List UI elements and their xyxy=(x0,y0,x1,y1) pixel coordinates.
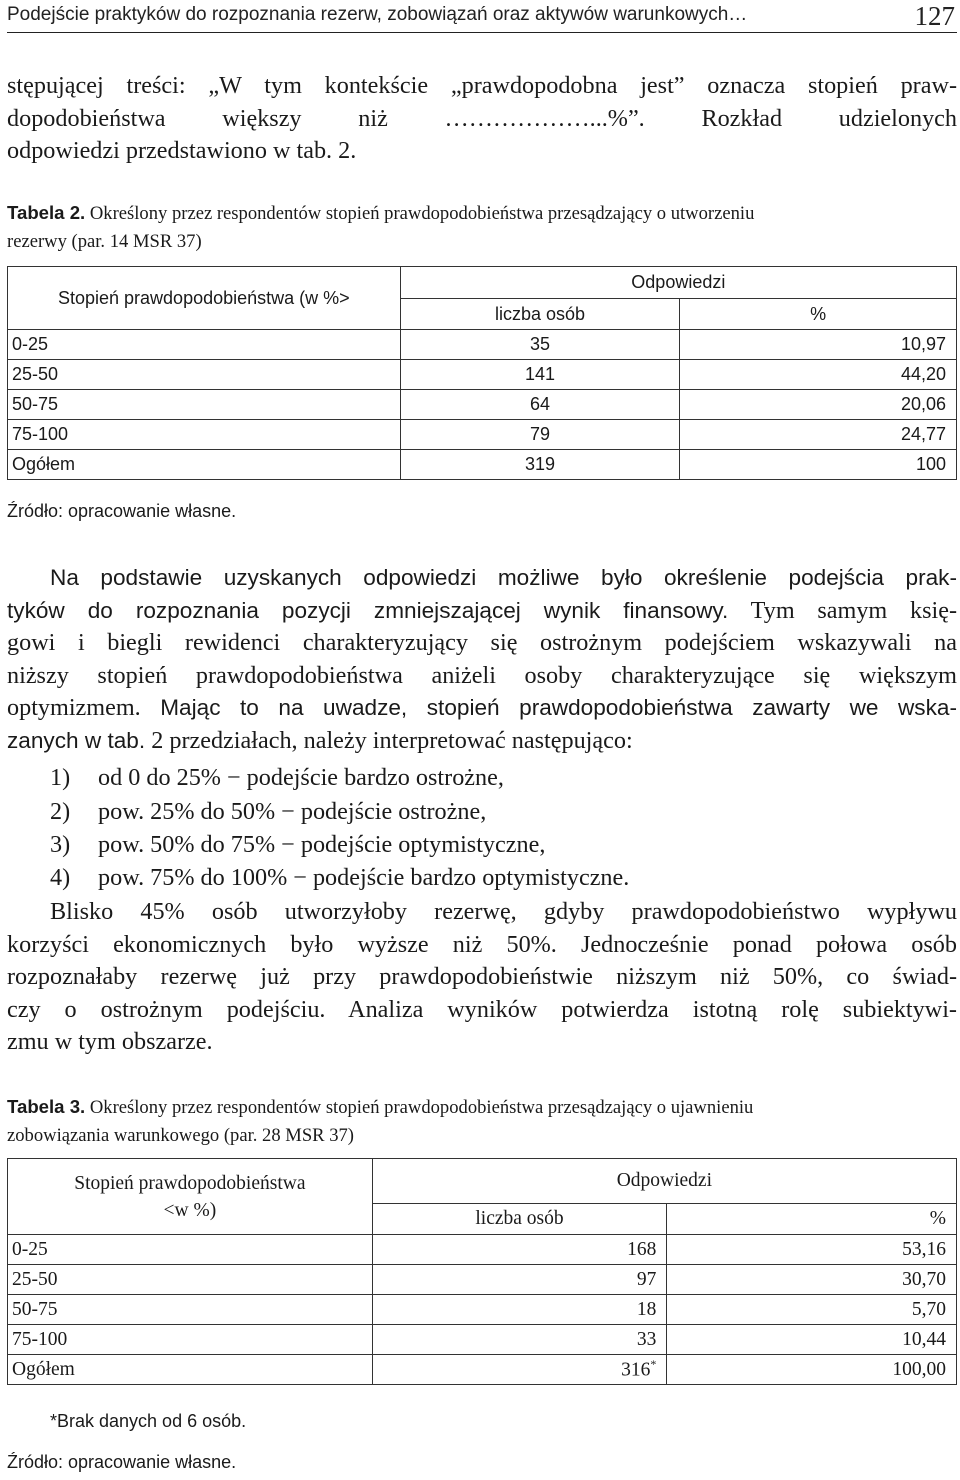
table2-cell-range: 75-100 xyxy=(8,420,401,450)
table2-cell-range: 25-50 xyxy=(8,360,401,390)
table3-cell-pct: 30,70 xyxy=(667,1265,957,1295)
table2-group-header: Odpowiedzi xyxy=(400,267,956,299)
table-row xyxy=(8,330,957,360)
table3-col2-header: liczba osób xyxy=(372,1204,667,1235)
text-line: 2 przedziałach, należy interpretować następująco: xyxy=(145,726,633,754)
table2-caption-text: Określony przez respondentów stopień prawdopodobieństwa przesądzający o utworzeniu xyxy=(85,203,755,224)
conclusion-paragraph xyxy=(7,896,957,1059)
table3-cell-count: 97 xyxy=(372,1265,667,1295)
list-number: 1) xyxy=(50,764,71,791)
list-item xyxy=(50,829,545,862)
table3-cell-count: 168 xyxy=(372,1235,667,1265)
text-line: odpowiedzi przedstawiono w tab. 2. xyxy=(7,137,357,165)
table2-cell-pct: 24,77 xyxy=(680,420,957,450)
list-number: 4) xyxy=(50,864,71,891)
table-row xyxy=(8,360,957,390)
text-line: stępującej treści: „W tym kontekście „prawdopodobna jest” oznacza stopień praw- xyxy=(7,72,957,99)
running-header-title: Podejście praktyków do rozpoznania rezerw, zobowiązań oraz aktywów warunkowych… xyxy=(7,4,748,25)
table3-cell-range: 25-50 xyxy=(8,1265,373,1295)
table-row xyxy=(8,1235,957,1265)
table3-cell-range: 0-25 xyxy=(8,1235,373,1265)
table3-cell-count: 33 xyxy=(372,1325,667,1355)
table3-caption-label: Tabela 3. xyxy=(7,1096,86,1117)
table2-cell-pct: 10,97 xyxy=(680,330,957,360)
table3-cell-range: 75-100 xyxy=(8,1325,373,1355)
table2 xyxy=(7,266,957,480)
table2-col3-header: % xyxy=(680,299,957,330)
table-row xyxy=(8,390,957,420)
table-row xyxy=(8,1325,957,1355)
text-line: korzyści ekonomicznych było wyższe niż 50%. Jednocześnie ponad połowa osób xyxy=(7,930,957,958)
text-line: niższy stopień prawdopodobieństwa aniżeli osoby charakteryzujące się większym xyxy=(7,661,957,689)
table2-cell-pct: 44,20 xyxy=(680,360,957,390)
table3 xyxy=(7,1158,957,1385)
table3-footnote: *Brak danych od 6 osób. xyxy=(50,1411,247,1431)
text-line: Na podstawie uzyskanych odpowiedzi możliwe było określenie podejścia prak- xyxy=(50,565,957,590)
table3-cell-count xyxy=(372,1355,667,1385)
text-line: Tym samym księ- xyxy=(728,596,957,624)
intro-paragraph xyxy=(7,70,957,168)
table3-col1-header-line2: <w %) xyxy=(163,1199,217,1221)
list-number: 3) xyxy=(50,831,71,858)
table3-col1-header-line1: Stopień prawdopodobieństwa xyxy=(74,1172,306,1194)
table3-cell-pct: 100,00 xyxy=(667,1355,957,1385)
table-row xyxy=(8,420,957,450)
table-row xyxy=(8,450,957,480)
table2-cell-count: 79 xyxy=(400,420,680,450)
table-row xyxy=(8,1265,957,1295)
running-header xyxy=(7,2,957,33)
text-line: Blisko 45% osób utworzyłoby rezerwę, gdyby prawdopodobieństwo wypływu xyxy=(50,898,957,925)
table3-caption-text-2: zobowiązania warunkowego (par. 28 MSR 37) xyxy=(7,1125,354,1146)
text-line: zanych w tab. xyxy=(7,727,146,753)
text-line: czy o ostrożnym podejściu. Analiza wyników potwierdza istotną rolę subiektywi- xyxy=(7,995,957,1023)
table2-cell-range: 50-75 xyxy=(8,390,401,420)
list-item xyxy=(50,796,486,829)
table3-cell-pct: 5,70 xyxy=(667,1295,957,1325)
table3-cell-range: 50-75 xyxy=(8,1295,373,1325)
table3-total-count: 316 xyxy=(621,1359,651,1381)
table-row xyxy=(8,1355,957,1385)
list-text: pow. 50% do 75% − podejście optymistyczne, xyxy=(98,831,546,858)
text-line: dopodobieństwa większy niż ………………...%”. Rozkład udzielonych xyxy=(7,104,957,132)
table2-col1-header: Stopień prawdopodobieństwa (w %> xyxy=(8,267,401,330)
page-number: 127 xyxy=(914,1,955,31)
table2-source: Źródło: opracowanie własne. xyxy=(7,501,237,521)
table2-cell-count: 319 xyxy=(400,450,680,480)
table2-cell-range: 0-25 xyxy=(8,330,401,360)
table2-cell-count: 35 xyxy=(400,330,680,360)
table3-source: Źródło: opracowanie własne. xyxy=(7,1452,237,1472)
table2-caption-text-2: rezerwy (par. 14 MSR 37) xyxy=(7,231,202,252)
table3-col1-header xyxy=(8,1159,373,1235)
text-line: rozpoznałaby rezerwę już przy prawdopodobieństwie niższym niż 50%, co świad- xyxy=(7,963,957,991)
table3-cell-pct: 53,16 xyxy=(667,1235,957,1265)
list-text: pow. 75% do 100% − podejście bardzo optymistyczne. xyxy=(98,864,630,891)
table2-cell-pct: 20,06 xyxy=(680,390,957,420)
text-line: Mając to na uwadze, stopień prawdopodobieństwa zawarty we wska- xyxy=(140,695,957,721)
table3-cell-count: 18 xyxy=(372,1295,667,1325)
footnote-marker: * xyxy=(650,1357,657,1372)
table2-caption xyxy=(7,199,957,256)
text-line: zmu w tym obszarze. xyxy=(7,1028,213,1056)
text-line: tyków do rozpoznania pozycji zmniejszającej wynik finansowy. xyxy=(7,597,729,623)
table3-caption xyxy=(7,1093,957,1150)
table3-col3-header: % xyxy=(667,1204,957,1235)
table-row xyxy=(8,1295,957,1325)
discussion-paragraph xyxy=(7,562,957,758)
list-text: pow. 25% do 50% − podejście ostrożne, xyxy=(98,798,487,825)
list-text: od 0 do 25% − podejście bardzo ostrożne, xyxy=(98,764,504,791)
list-item xyxy=(50,762,504,795)
table3-caption-text: Określony przez respondentów stopień prawdopodobieństwa przesądzający o ujawnieniu xyxy=(85,1097,754,1118)
table2-col2-header: liczba osób xyxy=(400,299,680,330)
table2-cell-count: 64 xyxy=(400,390,680,420)
table2-caption-label: Tabela 2. xyxy=(7,202,86,223)
list-item xyxy=(50,862,629,895)
list-number: 2) xyxy=(50,798,71,825)
text-line: optymizmem. xyxy=(7,694,141,722)
table3-cell-pct: 10,44 xyxy=(667,1325,957,1355)
table2-cell-range: Ogółem xyxy=(8,450,401,480)
table3-group-header: Odpowiedzi xyxy=(372,1159,956,1204)
table2-cell-pct: 100 xyxy=(680,450,957,480)
text-line: gowi i biegli rewidenci charakteryzujący się ostrożnym podejściem wskazywali na xyxy=(7,629,957,657)
table3-cell-range: Ogółem xyxy=(8,1355,373,1385)
table2-cell-count: 141 xyxy=(400,360,680,390)
